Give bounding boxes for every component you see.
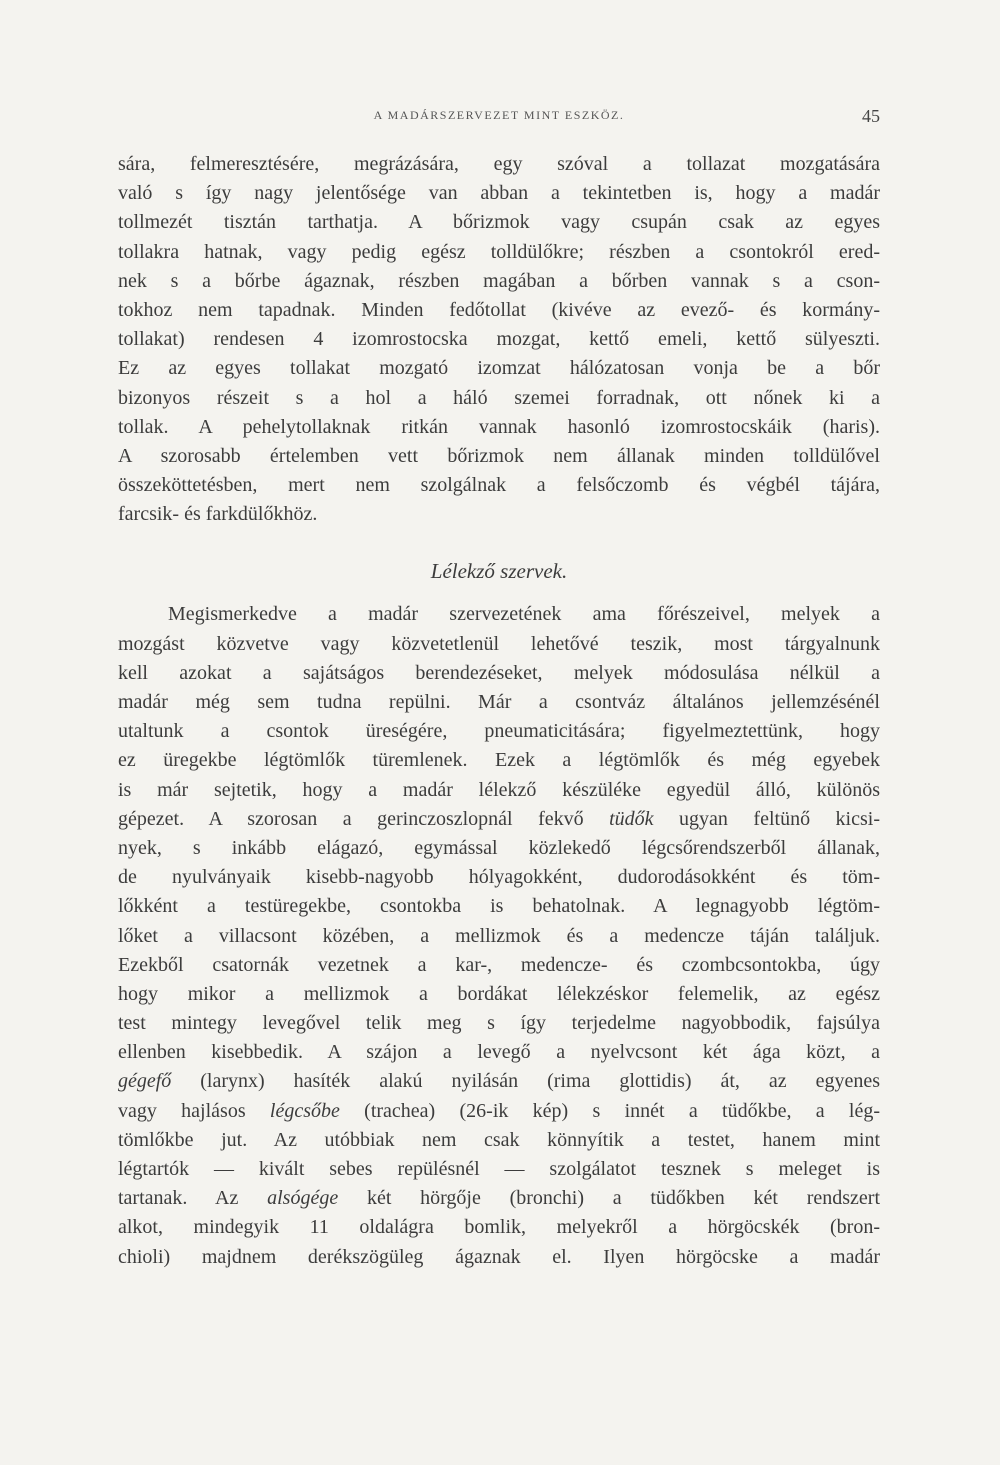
text-line: tollak. A pehelytollaknak ritkán vannak hasonló izomrostocskáik (haris).	[118, 415, 880, 438]
text-line	[118, 1184, 880, 1213]
text-line: bizonyos részeit s a hol a háló szemei forradnak, ott nőnek ki a	[118, 386, 880, 409]
text-run: (larynx) hasíték alakú nyilásán (rima glottidis) át, az egyenes	[171, 1070, 880, 1093]
italic-term: tüdők	[609, 807, 654, 830]
text-line: chioli) majdnem derékszögüleg ágaznak el. Ilyen hörgöcske a madár	[118, 1245, 880, 1268]
text-line	[118, 1097, 880, 1126]
italic-term: légcsőbe	[269, 1099, 340, 1122]
text-line: farcsik- és farkdülőkhöz.	[118, 503, 318, 526]
text-line: Megismerkedve a madár szervezetének ama főrészeivel, melyek a	[168, 603, 880, 626]
text-line: tollakat) rendesen 4 izomrostocska mozgat, kettő emeli, kettő sülyeszti.	[118, 328, 880, 351]
text-run: gépezet. A szorosan a gerinczoszlopnál fekvő	[118, 807, 610, 830]
text-line: tokhoz nem tapadnak. Minden fedőtollat (kivéve az evező- és kormány-	[118, 298, 880, 321]
paragraph-1	[118, 150, 880, 529]
text-line: madár még sem tudna repülni. Már a csontváz általános jellemzésénél	[118, 691, 880, 713]
text-line: légtartók — kivált sebes repülésnél — szolgálatot tesznek s meleget is	[118, 1158, 880, 1180]
text-line: összeköttetésben, mert nem szolgálnak a felsőczomb és végbél tájára,	[118, 474, 880, 497]
text-run: vagy hajlásos	[118, 1099, 270, 1122]
text-line: is már sejtetik, hogy a madár lélekző készüléke egyedül álló, különös	[118, 778, 880, 801]
text-run: két hörgője (bronchi) a tüdőkben két rendszert	[338, 1187, 880, 1210]
page-number: 45	[862, 106, 880, 126]
text-line: tollakra hatnak, vagy pedig egész tolldülőkre; részben a csontokról ered-	[118, 240, 880, 263]
text-line: ellenben kisebbedik. A szájon a levegő a nyelvcsont két ága közt, a	[118, 1041, 880, 1064]
text-line	[118, 805, 880, 834]
italic-term: gégefő	[118, 1070, 172, 1093]
text-line: tollmezét tisztán tarthatja. A bőrizmok vagy csupán csak az egyes	[118, 211, 880, 234]
text-line: való s így nagy jelentősége van abban a tekintetben is, hogy a madár	[118, 182, 880, 205]
text-line: A szorosabb értelemben vett bőrizmok nem állanak minden tolldülővel	[118, 444, 880, 467]
text-line: alkot, mindegyik 11 oldalágra bomlik, melyekről a hörgöcskék (bron-	[118, 1216, 880, 1239]
text-run: ugyan feltünő kicsi-	[653, 807, 880, 830]
running-title: A MADÁRSZERVEZET MINT ESZKÖZ.	[373, 108, 625, 122]
text-line: test mintegy levegővel telik meg s így terjedelme nagyobbodik, fajsúlya	[118, 1012, 880, 1035]
text-line: kell azokat a sajátságos berendezéseket, melyek módosulása nélkül a	[118, 661, 880, 684]
paragraph-2	[118, 600, 880, 1271]
text-line: nyek, s inkább elágazó, egymással közlekedő légcsőrendszerből állanak,	[118, 836, 880, 859]
text-run: tartanak. Az	[118, 1187, 268, 1210]
text-line: nek s a bőrbe ágaznak, részben magában a bőrben vannak s a cson-	[118, 269, 880, 292]
text-line: lőket a villacsont közében, a mellizmok és a medencze táján találjuk.	[118, 924, 880, 947]
text-line: hogy mikor a mellizmok a bordákat lélekzéskor felemelik, az egész	[118, 982, 880, 1005]
section-title: Lélekző szervek.	[430, 559, 568, 584]
text-line: de nyulványaik kisebb-nagyobb hólyagokként, dudorodásokként és töm-	[118, 866, 880, 889]
text-line: utaltunk a csontok üreségére, pneumaticitására; figyelmeztettünk, hogy	[118, 720, 880, 743]
text-line: Ezekből csatornák vezetnek a kar-, medencze- és czombcsontokba, úgy	[118, 953, 880, 976]
text-run: (trachea) (26-ik kép) s innét a tüdőkbe, a lég-	[339, 1099, 880, 1122]
text-line: lőkként a testüregekbe, csontokba is behatolnak. A legnagyobb légtöm-	[118, 895, 880, 918]
text-line: Ez az egyes tollakat mozgató izomzat hálózatosan vonja be a bőr	[118, 357, 880, 380]
running-head	[118, 106, 880, 130]
text-line: ez üregekbe légtömlők türemlenek. Ezek a légtömlők és még egyebek	[118, 749, 880, 772]
text-line: tömlőkbe jut. Az utóbbiak nem csak könnyítik a testet, hanem mint	[118, 1128, 880, 1151]
text-line: mozgást közvetve vagy közvetetlenül lehetővé teszik, most tárgyalnunk	[118, 632, 880, 655]
page-body	[118, 150, 880, 1272]
text-line: sára, felmeresztésére, megrázására, egy szóval a tollazat mozgatására	[118, 153, 880, 175]
italic-term: alsógége	[267, 1187, 339, 1210]
text-line	[118, 1067, 880, 1096]
